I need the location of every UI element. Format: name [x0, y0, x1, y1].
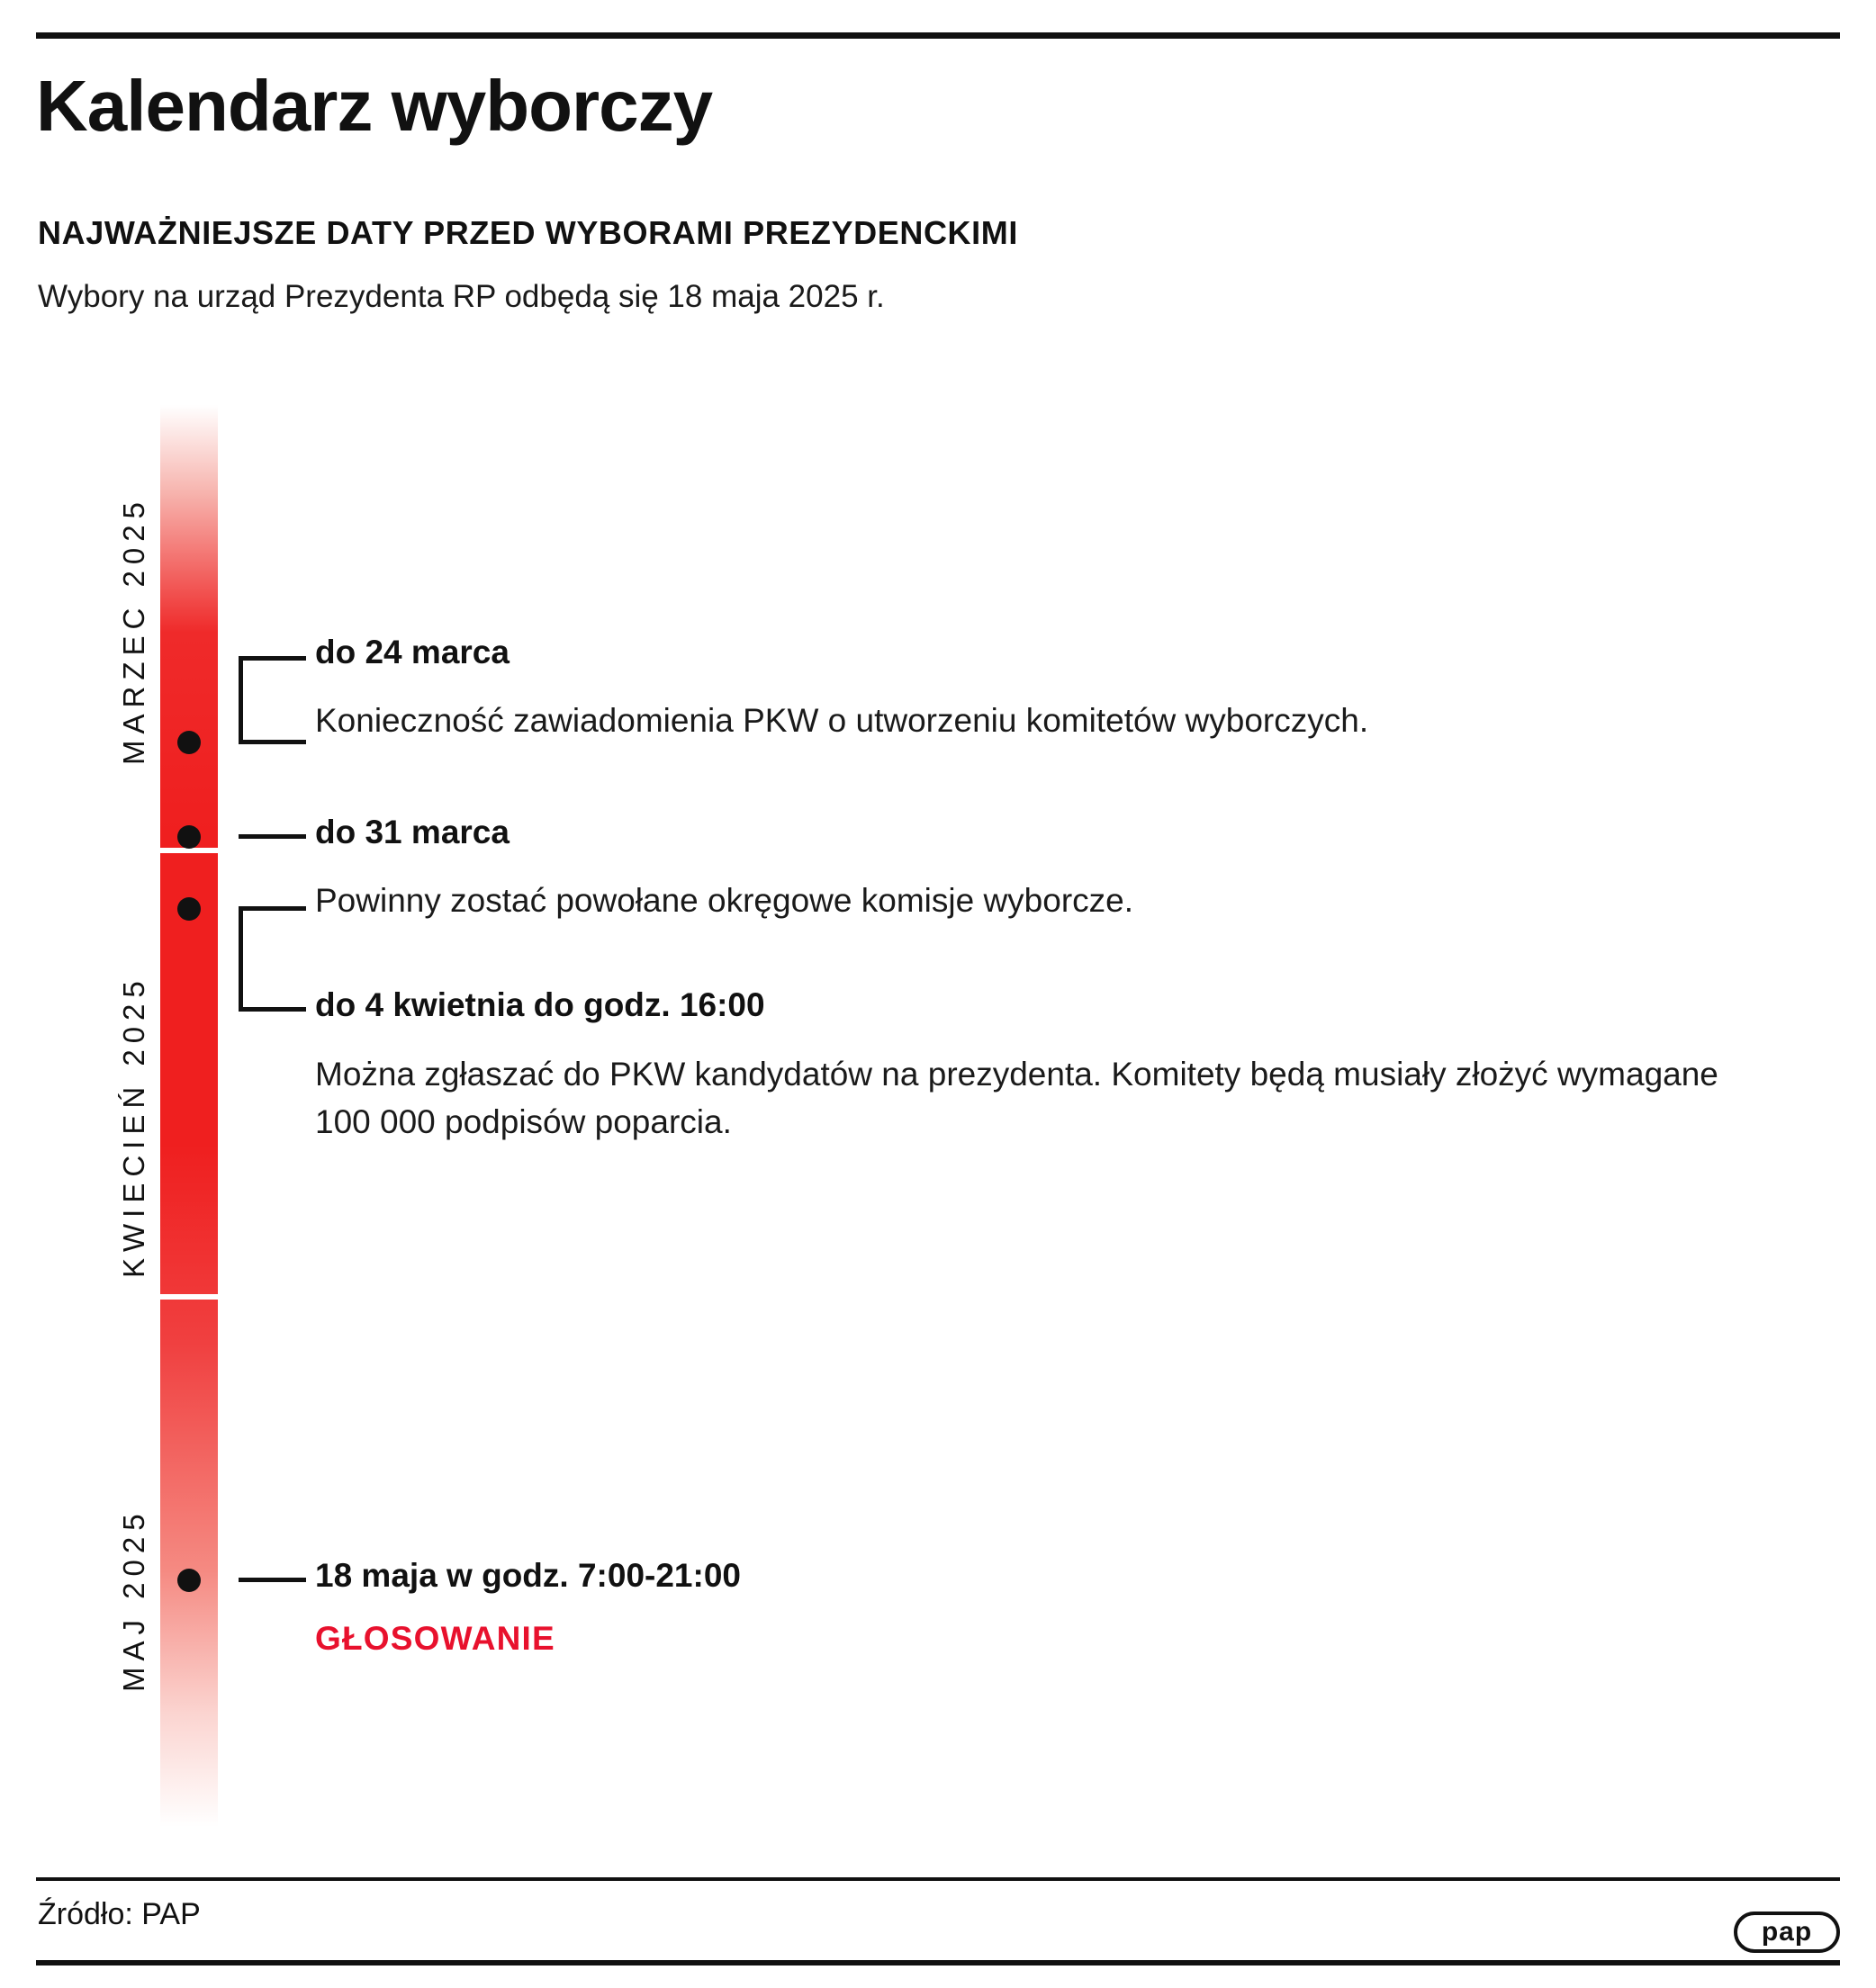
connector-3-horizontal-top — [239, 906, 306, 911]
timeline-dot-2 — [177, 825, 201, 849]
timeline-dot-3 — [177, 897, 201, 921]
pap-logo-text: pap — [1761, 1917, 1813, 1947]
month-label-april: KWIECIEŃ 2025 — [117, 975, 150, 1278]
entry-4-highlight: GŁOSOWANIE — [315, 1620, 555, 1657]
connector-3-vertical — [239, 906, 243, 1012]
pap-logo — [1734, 1912, 1840, 1953]
month-label-may: MAJ 2025 — [117, 1507, 150, 1692]
entry-3-date: do 4 kwietnia do godz. 16:00 — [315, 986, 765, 1023]
entry-2-date: do 31 marca — [315, 814, 510, 850]
page-title: Kalendarz wyborczy — [36, 66, 713, 146]
entry-1-text: Konieczność zawiadomienia PKW o utworzeniu komitetów wyborczych. — [315, 702, 1369, 739]
bottom-rule — [36, 1877, 1840, 1881]
top-rule — [36, 32, 1840, 39]
connector-1-horizontal — [239, 740, 306, 744]
connector-1-vertical — [239, 656, 243, 744]
connector-3-horizontal — [239, 1007, 306, 1012]
footer-rule — [36, 1960, 1840, 1966]
month-label-march: MARZEC 2025 — [117, 496, 150, 765]
connector-2-horizontal — [239, 834, 306, 839]
timeline-bar — [160, 405, 218, 1827]
connector-4-horizontal — [239, 1578, 306, 1582]
source-label: Źródło: PAP — [38, 1897, 201, 1931]
timeline-bar-divider-april-may — [160, 1294, 218, 1300]
timeline-dot-4 — [177, 1569, 201, 1592]
entry-4-date: 18 maja w godz. 7:00-21:00 — [315, 1557, 741, 1594]
page-subtitle: NAJWAŻNIEJSZE DATY PRZED WYBORAMI PREZYDENCKIMI — [38, 214, 1018, 251]
entry-1-date: do 24 marca — [315, 634, 510, 670]
connector-1-horizontal-top — [239, 656, 306, 661]
entry-2-text: Powinny zostać powołane okręgowe komisje wyborcze. — [315, 882, 1133, 919]
timeline-dot-1 — [177, 731, 201, 754]
entry-3-text: Można zgłaszać do PKW kandydatów na prezydenta. Komitety będą musiały złożyć wymagane 100 000 podpisów poparcia. — [315, 1056, 1718, 1140]
page-kicker: Wybory na urząd Prezydenta RP odbędą się 18 maja 2025 r. — [38, 279, 885, 314]
